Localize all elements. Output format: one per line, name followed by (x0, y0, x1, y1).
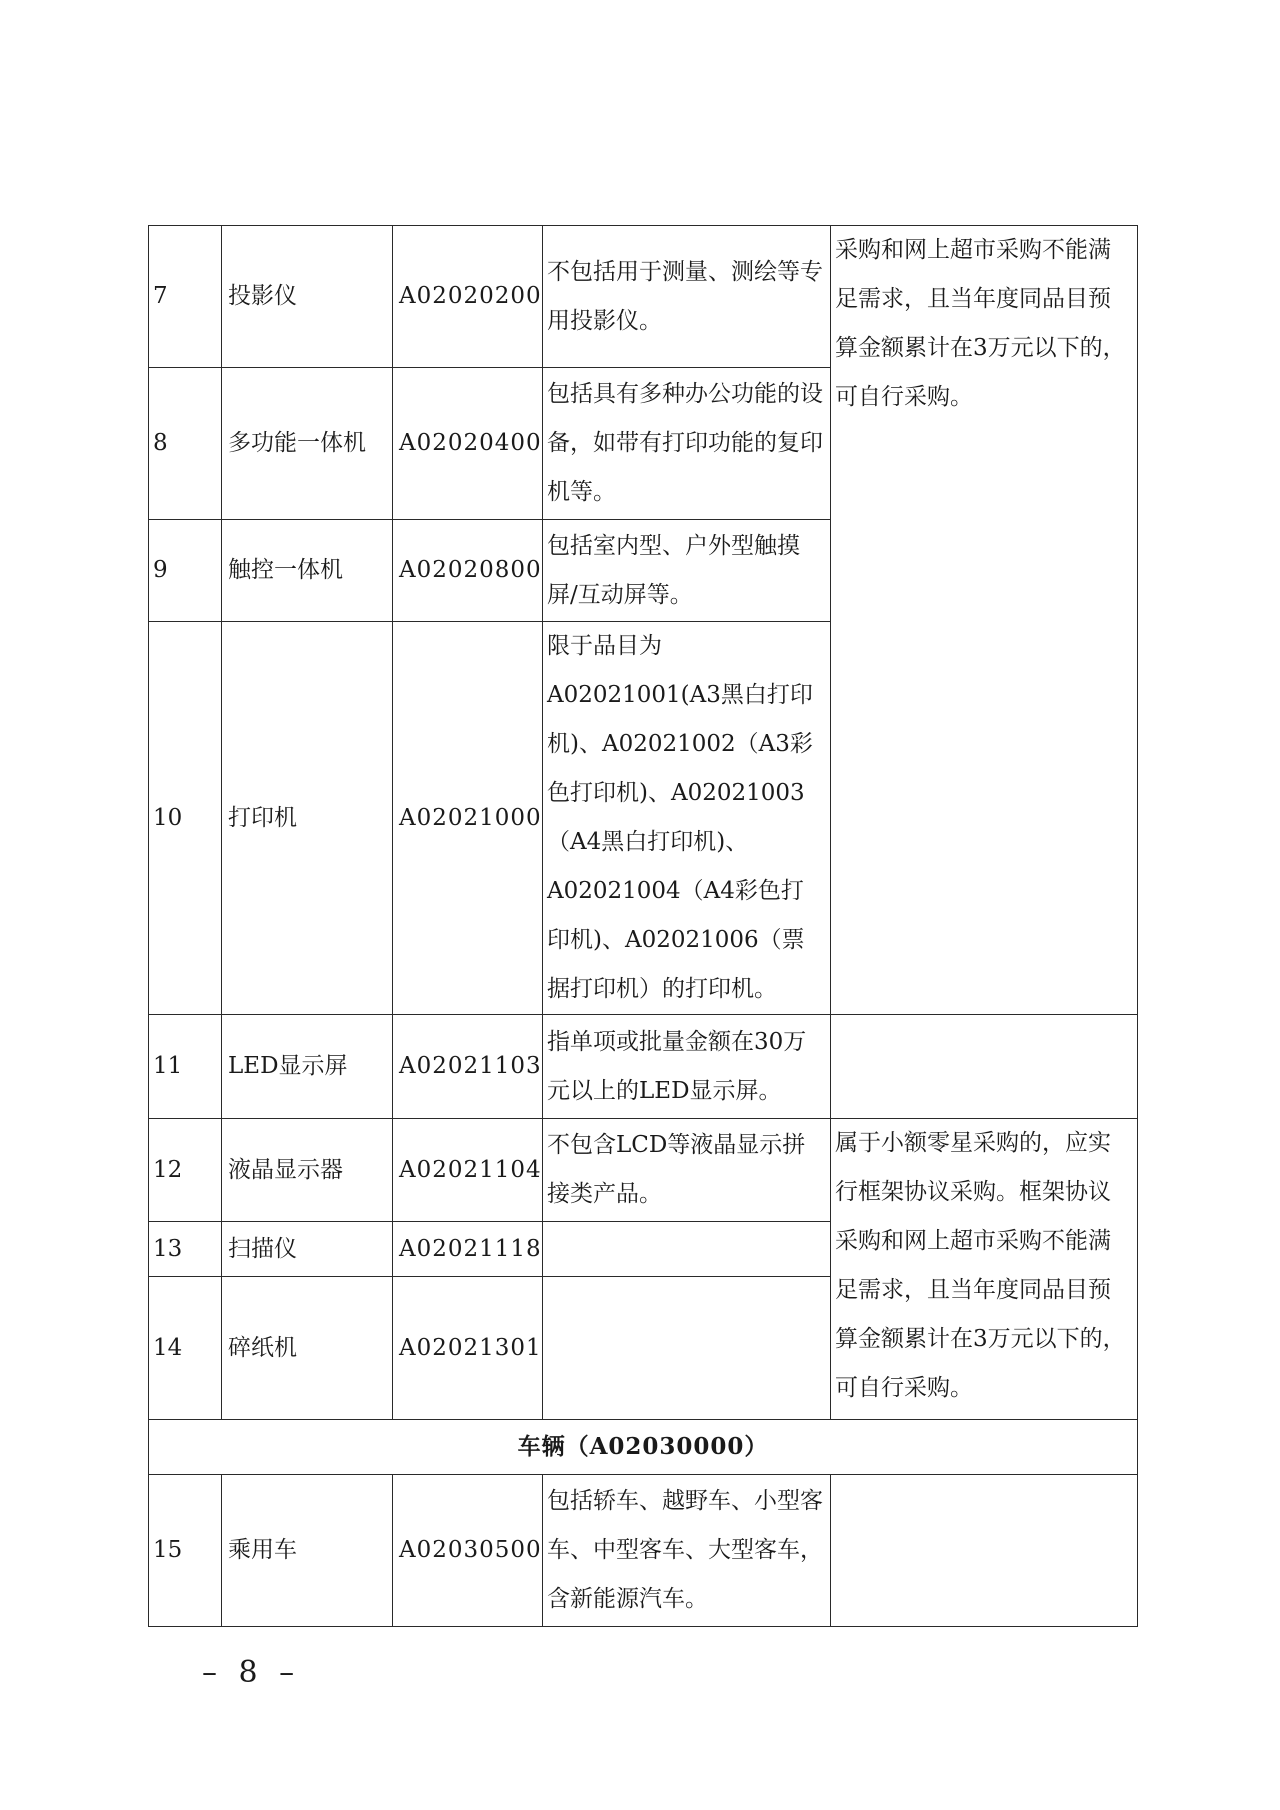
row-seq: 11 (149, 1015, 222, 1119)
row-seq: 15 (149, 1475, 222, 1627)
row-item-code: A02020400 (393, 368, 543, 520)
row-item-name: 液晶显示器 (222, 1119, 393, 1222)
row-item-name: 打印机 (222, 622, 393, 1015)
table-row (149, 226, 1138, 368)
row-item-name: 触控一体机 (222, 520, 393, 622)
row-item-code: A02030500 (393, 1475, 543, 1627)
row-note (831, 1475, 1138, 1627)
procurement-catalog-table (148, 225, 1138, 1627)
row-item-desc: 不包括用于测量、测绘等专用投影仪。 (543, 226, 831, 368)
table-row (149, 1475, 1138, 1627)
row-item-desc: 限于品目为A02021001(A3黑白打印机)、A02021002（A3彩色打印机)、A02021003（A4黑白打印机)、A02021004（A4彩色打印机)、A02021006（票据打印机）的打印机。 (543, 622, 831, 1015)
row-item-name: 多功能一体机 (222, 368, 393, 520)
row-seq: 10 (149, 622, 222, 1015)
row-seq: 14 (149, 1277, 222, 1420)
table-row (149, 1015, 1138, 1119)
row-item-name: 扫描仪 (222, 1222, 393, 1277)
row-seq: 9 (149, 520, 222, 622)
row-item-code: A02021000 (393, 622, 543, 1015)
row-item-desc: 包括轿车、越野车、小型客车、中型客车、大型客车，含新能源汽车。 (543, 1475, 831, 1627)
row-seq: 12 (149, 1119, 222, 1222)
row-note-framework-agreement: 属于小额零星采购的，应实行框架协议采购。框架协议采购和网上超市采购不能满足需求，且当年度同品目预算金额累计在3万元以下的，可自行采购。 (831, 1119, 1138, 1420)
row-item-desc: 不包含LCD等液晶显示拼接类产品。 (543, 1119, 831, 1222)
row-item-desc: 包括具有多种办公功能的设备，如带有打印功能的复印机等。 (543, 368, 831, 520)
row-item-name: LED显示屏 (222, 1015, 393, 1119)
page-number: – 8 – (202, 1655, 301, 1690)
row-seq: 7 (149, 226, 222, 368)
row-item-desc (543, 1222, 831, 1277)
section-heading-vehicles: 车辆（A02030000） (149, 1420, 1138, 1475)
row-item-code: A02020800 (393, 520, 543, 622)
row-item-code: A02021301 (393, 1277, 543, 1420)
row-item-code: A02020200 (393, 226, 543, 368)
row-item-name: 乘用车 (222, 1475, 393, 1627)
row-note (831, 1015, 1138, 1119)
row-item-name: 碎纸机 (222, 1277, 393, 1420)
row-item-desc: 包括室内型、户外型触摸屏/互动屏等。 (543, 520, 831, 622)
section-row (149, 1420, 1138, 1475)
row-item-desc: 指单项或批量金额在30万元以上的LED显示屏。 (543, 1015, 831, 1119)
row-item-code: A02021103 (393, 1015, 543, 1119)
row-item-desc (543, 1277, 831, 1420)
row-seq: 8 (149, 368, 222, 520)
row-seq: 13 (149, 1222, 222, 1277)
row-item-name: 投影仪 (222, 226, 393, 368)
row-note-self-procurement: 采购和网上超市采购不能满足需求，且当年度同品目预算金额累计在3万元以下的，可自行采购。 (831, 226, 1138, 1015)
table-row (149, 1119, 1138, 1222)
row-item-code: A02021104 (393, 1119, 543, 1222)
row-item-code: A02021118 (393, 1222, 543, 1277)
